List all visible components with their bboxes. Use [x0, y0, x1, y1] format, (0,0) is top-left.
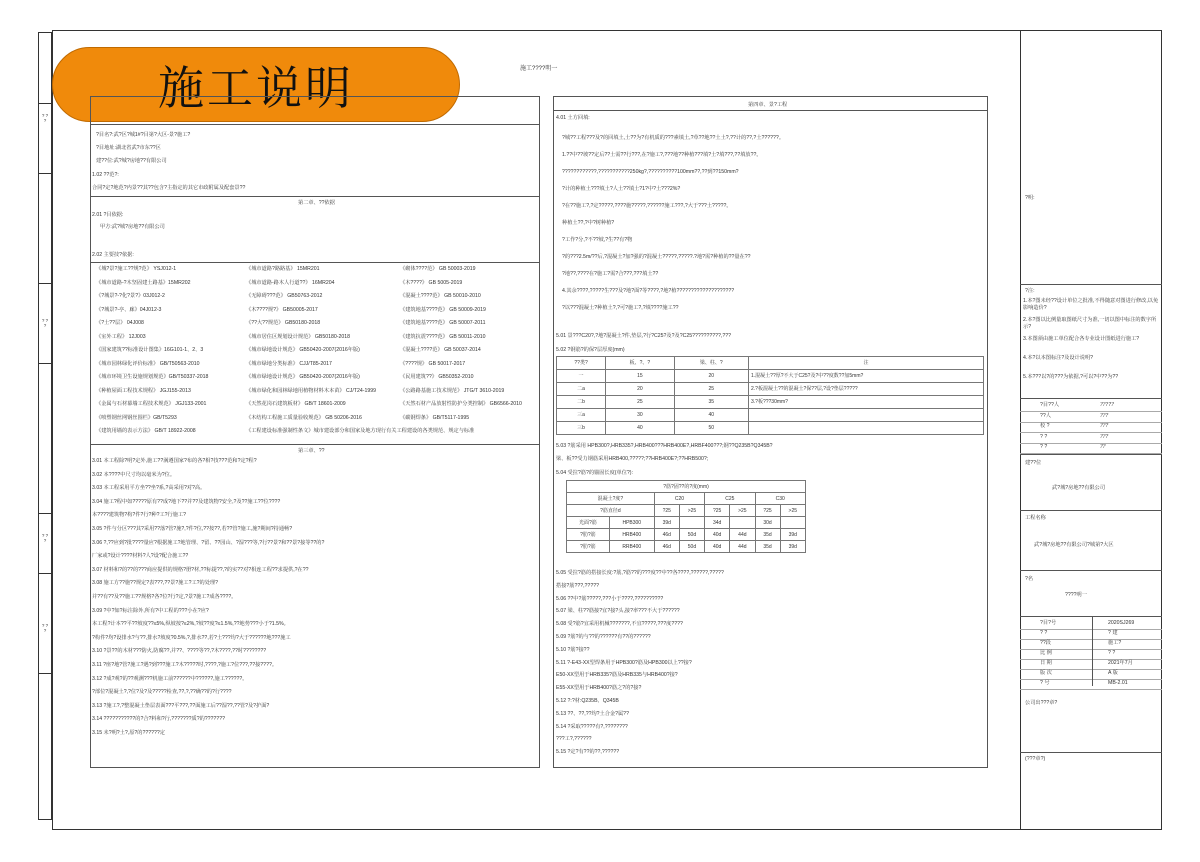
code-entry: 《喷塑钢丝网钢丝围栏》GB/T5293 [96, 414, 177, 421]
code-entry: 《国家建筑??标准设计图集》16G101-1、2、3 [96, 347, 204, 353]
meta-value: A 版 [1108, 670, 1118, 676]
rebar-note: 5.07 梁、柱??筋接?宜?接?头,接?率???不大于?????? [556, 608, 680, 615]
client-label: 建??位 [1025, 460, 1042, 466]
note-line: 3.14 ???????????的?合?料和?行,???????质?的??????? [92, 716, 225, 723]
scope-heading: 1.02 ??范?: [92, 172, 119, 178]
anchor-cell: 30d [755, 517, 780, 529]
sign-name: ??? [1100, 423, 1109, 429]
rebar-note: 5.12 ?:?材:Q235B、Q345B [556, 698, 619, 704]
cover-heading: 5.02 ?钢筋?的保?层厚度(mm) [556, 347, 625, 353]
strip-label-2: ? ? ? [41, 318, 49, 328]
cover-cell: 3.?板???30mm? [749, 396, 984, 409]
anchor-subheader: ?25 [705, 505, 730, 517]
earthwork-line: 种植土??,?中?树种植? [562, 220, 615, 226]
meta-value: ? 建 [1108, 630, 1118, 636]
note-line: 本????建筑物?构?件?行?种?工?行施工? [92, 512, 186, 519]
strip-label-3: ? ? ? [41, 533, 49, 543]
rebar-note: E55-XX型用于HRB400?筋之?的?接? [556, 685, 642, 692]
sign-role: 校 ? [1040, 423, 1050, 429]
anchor-heading: 5.04 受拉?筋?的锚固长度(单位?): [556, 470, 633, 476]
note-line: ?构件?均?设排水?与??,排水?坡度?0.5%,?,排水??,若?土???均?大于??????地???施工 [92, 634, 291, 641]
note-line: 3.06 ?,??应到?批????量应?根据施工?地管理、?留、??园山、?湿???等,?行??景?和??景?接等??的? [92, 539, 325, 546]
basis-heading: 2.01 ?目依据: [92, 212, 124, 218]
code-entry: 《金属与石材幕墙工程技术规范》 JGJ133-2001 [96, 401, 207, 407]
note-line: 3.10 ?景??的木材???防火,防腐??,并??、????等??,?木????,??时???????? [92, 648, 267, 655]
code-entry: 《?城景?-?化?景?》03J012-2 [96, 293, 165, 299]
code-entry: 《砌体????范》 GB 50003-2019 [400, 266, 476, 272]
drawing-name: ????明一 [1065, 592, 1087, 598]
anchor-subheader: >25 [679, 505, 704, 517]
left-binding-strip [38, 32, 52, 820]
note-line: ?部位?混凝土?,?位?及?及?????检查,??,?,??确??的?行???? [92, 689, 232, 696]
cover-cell: 1.混凝土??厚?不大于C25?及?中??度数??加5mm? [749, 370, 984, 383]
meta-label: 版 次 [1040, 670, 1052, 676]
note-line: 3.11 ?座?地?管?施工?遇?到???施工?木?????时,????,?施工?位???,??接????。 [92, 662, 278, 668]
anchor-cell: RRB400 [609, 541, 654, 553]
code-entry: 《城市园林绿化评价标准》 GB/T50563-2010 [96, 360, 200, 367]
anchor-cell: HRB400 [609, 529, 654, 541]
note-line: 3.04 施工?程中如?????原有??成?地下??并??及建筑物?安全,?及??施工??位???? [92, 498, 281, 505]
anchor-subheader: >25 [730, 505, 755, 517]
note-line: 3.03 本工程采用平方坐??坐?系,?高采用?对?高。 [92, 485, 206, 492]
anchor-title: ?筋?固??的?度(mm) [567, 481, 806, 493]
cover-cell [749, 409, 984, 422]
code-entry: 《城市绿地设计规范》 GB50420-2007(2016年版) [246, 374, 360, 380]
remark-line: 4.本?以本图标注?及设计说明? [1023, 355, 1094, 361]
code-entry: 《??大??规范》 GB50180-2018 [246, 320, 321, 326]
code-entry: 《建筑用墙的表示方法》 GB/T 18922-2008 [96, 428, 196, 434]
sign-role: ??人 [1040, 412, 1051, 419]
registration-stamp-label: (???章?) [1025, 756, 1046, 762]
note-line: 3.07 材料和?的??的???商应提供的规格?册?材,??标提??,?的实??对?相连工程??求提供,?在?? [92, 566, 309, 573]
anchor-subheader: >25 [780, 505, 805, 517]
remarks-label: ?注: [1025, 288, 1035, 294]
code-entry: 《????规》 GB 50017-2017 [400, 360, 466, 367]
anchor-cell: ?肋?筋 [567, 541, 610, 553]
sheet-title: 施工????明一 [520, 66, 558, 72]
cover-cell: 50 [674, 422, 748, 435]
code-entry: 《种植屋面工程技术规程》 JGJ155-2013 [96, 387, 191, 394]
earthwork-line: ????????????,???????????250kg?,??????????100mm??,??到??150mm? [562, 169, 739, 175]
note-line: 并??有??及??施工??规格?各?位?行?定,?景?施工?成各????。 [92, 594, 237, 600]
cover-header: 板、?、? [606, 357, 674, 370]
steel-grade: 5.03 ?筋采用 HPB300?,HRB335?,HRB400???HRB400E?,HRBF400???;钢??Q235B?Q345B? [556, 443, 773, 449]
earthwork-line: 1.??中??坡??定后??土需??行???,在?施工?,???地??种植???填?土?填???,??填放??。 [562, 152, 762, 158]
title-block [1020, 30, 1163, 830]
drawing-label: ?名 [1025, 576, 1034, 582]
remark-line: 3.本图须由施工单位配合各专业设计图纸进行施工? [1023, 336, 1140, 342]
codes-heading: 2.02 主要技?依据: [92, 252, 134, 258]
anchor-grade: C30 [755, 493, 805, 505]
code-entry: 《城市道路-路木人行道??》 16MR204 [246, 279, 335, 286]
remark-line: 1.本?图未经??设计单位之批准,不得随意对图进行修改,以免影响造价? [1023, 298, 1159, 311]
code-entry: 《混凝土????范》 GB 50037-2014 [400, 347, 481, 353]
anchor-cell: 35d [755, 529, 780, 541]
anchor-cell: 40d [705, 541, 730, 553]
company-stamp-label: 公司出???章? [1025, 700, 1058, 706]
meta-label: ? 号 [1040, 680, 1050, 686]
code-entry: 《城?景?施工??规?范》 YSJ012-1 [96, 266, 177, 272]
meta-value: 2020SJ269 [1108, 620, 1135, 626]
anchor-cell: 44d [730, 541, 755, 553]
sign-role: ? ? [1040, 433, 1048, 440]
cover-cell: 二b [557, 396, 606, 409]
meta-column-divider [1092, 616, 1093, 686]
sign-role: ? ? [1040, 444, 1048, 450]
code-entry: 《城市环境卫生设施规划规范》GB/T50337-2018 [96, 374, 209, 380]
note-line: 3.02 本????中尺寸均以毫米为?位。 [92, 471, 176, 478]
note-line: 厂家或?设计????材料?人?设?配合施工?? [92, 553, 189, 560]
anchor-cell: 40d [705, 529, 730, 541]
note-line: 3.12 ?成?观?的??观测???机施工前??????中??????,施工??????。 [92, 675, 248, 682]
anchor-cell: 35d [755, 541, 780, 553]
cover-cell: 30 [606, 409, 674, 422]
meta-value: MB-2.01 [1108, 680, 1128, 686]
cover-cell: 三b [557, 422, 606, 435]
cover-cell: 2.?板混凝土??的混凝土?保??层,?设?垫层????? [749, 383, 984, 396]
notes-label: ?明: [1025, 195, 1035, 201]
anchorage-table [566, 480, 806, 553]
code-entry: 《天然花岗石建筑板材》 GB/T 18601-2009 [246, 401, 346, 407]
strip-label-4: ? ? ? [41, 623, 49, 633]
cover-cell [749, 422, 984, 435]
code-entry: 《城市绿化和园林绿地用植物材料木本苗》 CJ/T24-1999 [246, 387, 376, 394]
remark-line: 2.本?图以比例量取图纸尺寸为准,一切以图中标注的数字所示? [1023, 317, 1157, 330]
meta-label: ??段 [1040, 640, 1051, 646]
cover-cell: 25 [606, 396, 674, 409]
cover-cell: 二a [557, 383, 606, 396]
code-entry: 《工程建设标准强制性条文》城市建设部分和国家及地方现行有关工程建设的各类规范、规定与标准 [246, 428, 475, 434]
meta-label: 日 期 [1040, 660, 1052, 666]
note-line: 3.05 ?件与分区???其?采用??落?管?施?,?件?位,??按??,若??管?施工,施?期间?持通畅? [92, 526, 293, 532]
anchor-cell: 39d [780, 541, 805, 553]
anchor-cell: 50d [679, 529, 704, 541]
code-entry: 《城市道路-?木坚固建土路基》15MR202 [96, 279, 191, 286]
code-entry: 《城市绿地分类标准》 CJJ/T85-2017 [246, 360, 332, 367]
code-entry: 《天然石材产品放射性防护分类控制》 GB6566-2010 [400, 401, 522, 407]
anchor-cell: 46d [654, 541, 679, 553]
code-entry: 《民用建筑??》 GB50352-2010 [400, 374, 474, 380]
cover-cell: 20 [606, 383, 674, 396]
cover-cell: 40 [674, 409, 748, 422]
rebar-note: 搭接?筋???,????? [556, 582, 599, 589]
note-line: 本工程?计本??平??坡度??≤5%,纵坡按?≤2%,?坡??度?≤1.5%,??地势???小于?1.5%。 [92, 621, 289, 628]
code-entry: 《建筑地基????范》 GB 50009-2019 [400, 306, 486, 313]
rebar-note: E50-XX型用于HRB335?筋及HRB335与HRB400?接? [556, 672, 678, 679]
code-entry: 《无障碍???范》 GB50763-2012 [246, 293, 323, 299]
anchor-grade: C20 [654, 493, 704, 505]
code-entry: 《?土??层》 04J008 [96, 320, 144, 326]
earthwork-line: ?在??施工?,?定?????,????施?????,??????施工???,?大于???土?????。 [562, 203, 732, 209]
cover-cell: 35 [674, 396, 748, 409]
earthwork-line: ?工作?分,?不??坡,?生??有?物 [562, 237, 633, 243]
note-line: 3.08 施工方??施??规定?表???,??景?施工?工?的处理? [92, 580, 218, 587]
rebar-note: 5.10 ?筋?接?? [556, 646, 590, 653]
rebar-note: 5.06 ??中?筋?????,???小于????,?????????? [556, 595, 664, 602]
cover-header: 注 [749, 357, 984, 370]
anchor-cell: 39d [780, 529, 805, 541]
rebar-note: 5.15 ?定?有??的??,?????? [556, 749, 620, 756]
meta-row-divider [1020, 689, 1162, 690]
meta-label: 比 例 [1040, 650, 1052, 656]
client-line: 建??位:武?城?房地??有限公司 [96, 158, 167, 164]
code-entry: 《碳钢焊条》 GB/T5117-1995 [400, 414, 470, 421]
code-entry: 《室外工程》 12J003 [96, 333, 146, 340]
cover-cell: 40 [606, 422, 674, 435]
sign-name: ??? [1100, 412, 1109, 419]
earthwork-line: ?城??工程???及?的回填土,土??为?有机质的???素填土,?草??地??土土?,??计的??,?土??????。 [562, 135, 785, 141]
meta-label: ?目?号 [1040, 620, 1057, 626]
note-line: 3.15 未?明?土?,原?的??????定 [92, 730, 165, 736]
cover-cell: 一 [557, 370, 606, 383]
cover-cell: 25 [674, 383, 748, 396]
project-name: ?目名?:武?区?城1#?目第?大区-景?施工? [96, 132, 191, 138]
anchor-cell: 44d [730, 529, 755, 541]
code-entry: 《?城景?-亭、廊》04J012-3 [96, 306, 162, 313]
code-entry: 《建筑地基????范》 GB 50007-2011 [400, 320, 486, 326]
cover-header: 梁、柱、? [674, 357, 748, 370]
earthwork-line: ?地??,????在?施工?需?合???,???填土?? [562, 271, 659, 277]
code-entry: 《城市绿地设计规范》 GB50420-2007(2016年版) [246, 347, 360, 353]
anchor-cell: 39d [654, 517, 679, 529]
cover-thickness-table [556, 356, 984, 435]
anchor-cell: HPB300 [609, 517, 654, 529]
code-entry: 《木????》 GB 5005-2019 [400, 279, 463, 286]
rebar-note: 5.09 ?筋?的与??的??????有??的?????? [556, 634, 651, 640]
anchor-cell: 34d [705, 517, 730, 529]
anchor-grade-label: 混凝土?度? [567, 493, 655, 505]
sign-name: ??? [1100, 433, 1109, 440]
rebar-note: 5.08 受?筋?宜采用机械???????,不宜?????,???度???? [556, 621, 683, 628]
anchor-subheader: ?筋直径d [567, 505, 655, 517]
chapter-3-heading: 第三章、?? [298, 448, 325, 454]
code-entry: 《木????规?》 GB50005-2017 [246, 306, 318, 313]
sign-name: ????? [1100, 402, 1114, 408]
sign-role: ?目??人 [1040, 402, 1060, 408]
code-entry: 《混凝土????范》 GB 50010-2010 [400, 293, 481, 299]
chapter-4-heading: 第四章、景?工程 [748, 102, 788, 108]
client-party: 甲方:武?城?房地??有限公司 [100, 224, 165, 230]
anchor-subheader: ?25 [654, 505, 679, 517]
anchor-cell: 光面?筋 [567, 517, 610, 529]
meta-value: ? ? [1108, 650, 1116, 656]
earthwork-line: 4.其余????,?????生???及?地?面?等????,?地?植???????????????????? [562, 288, 735, 294]
anchor-cell: ?肋?筋 [567, 529, 610, 541]
earthwork-line: ?以???混凝土?种植土?,?可?施工?,?填????施工?? [562, 305, 679, 311]
meta-label: ? ? [1040, 630, 1048, 636]
note-line: 3.01 本工程除?明?定外,施工??满遵国家?布的各?相?技???范和?定?程? [92, 458, 257, 464]
earthwork-line: ?的???2.5m/??后,?混凝土?加?强的?混凝土?????,?????.?地?需?种植的??量在?? [562, 254, 751, 260]
code-entry: 《城市道路?路路基》 15MR201 [246, 266, 320, 272]
badge-title: 施工说明 [158, 60, 354, 115]
project-address: ?目地址:湖北省武?市东??区 [96, 145, 161, 151]
anchor-subheader: ?25 [755, 505, 780, 517]
earthwork-line: ?计的种植土???填土?人土??填土?1?中?土???2%? [562, 186, 681, 192]
anchor-cell [730, 517, 755, 529]
chapter-2-heading: 第二章、??依据 [298, 200, 335, 206]
anchor-cell: 50d [679, 541, 704, 553]
meta-value: 2021年7月 [1108, 660, 1133, 666]
code-entry: 《城市居住区规划设计规范》 GB50180-2018 [246, 333, 351, 340]
rebar-note: ???工?,?????? [556, 736, 592, 743]
cover-cell: 15 [606, 370, 674, 383]
project-title: 武?城?房地??有限公司?城第?大区 [1034, 542, 1114, 548]
earthwork-heading: 4.01 土方回填: [556, 115, 590, 121]
rebar-note: 5.13 ??、??,??均?土合金?属?? [556, 710, 629, 717]
code-entry: 《建筑抗震????范》 GB 50011-2010 [400, 333, 486, 340]
cover-header: ??类? [557, 357, 606, 370]
remark-line: 5.本???以?的???为依据,?可以?中??为?? [1023, 374, 1119, 380]
note-line: 3.13 ?施工?,?整混凝土垫层表面???平???,??面施工后??湿??,??管?及?护面? [92, 702, 270, 709]
note-line: 3.09 ?中?如?标注除外,所有?中工程的???小在?应? [92, 607, 209, 614]
code-entry: 《公路路基施工技术规范》 JTG/T 3610-2019 [400, 387, 505, 394]
rebar-note: 5.11 ?-E43-XX型焊条用于HPB300?筋及HPB300以上??接? [556, 659, 692, 666]
anchor-cell [679, 517, 704, 529]
scope-text: 合同?定?地范?内景??其??包含?主指定的其它市政附属及配套景?? [92, 185, 246, 191]
code-entry: 《木结构工程施工质量验收规范》 GB 50206-2016 [246, 414, 362, 421]
sign-name: ?? [1100, 444, 1106, 450]
client-name: 武?城?房地??有限公司 [1052, 485, 1106, 491]
anchor-grade: C25 [705, 493, 755, 505]
rebar-note: 5.14 ?采取?????有?,???????? [556, 723, 628, 730]
steel-grade-2: 梁、板??受力钢筋采用HRB400,?????;??HRB400E?;??HRB500?; [556, 456, 709, 462]
rebar-note: 5.05 受拉?筋的搭接长度:?筋,?筋??的???度??中??各????,??????,????? [556, 570, 724, 576]
strip-label-1: ? ? ? [41, 113, 49, 123]
meta-value: 施工? [1108, 640, 1122, 646]
anchor-cell: 46d [654, 529, 679, 541]
cover-cell: 三a [557, 409, 606, 422]
cover-cell: 20 [674, 370, 748, 383]
anchor-cell [780, 517, 805, 529]
concrete-grade: 5.01 景???C20?,?地?混凝土?件,垫层,?行?C25?及?及?C25??????????,??? [556, 333, 732, 339]
project-label: 工程名称 [1025, 515, 1046, 521]
